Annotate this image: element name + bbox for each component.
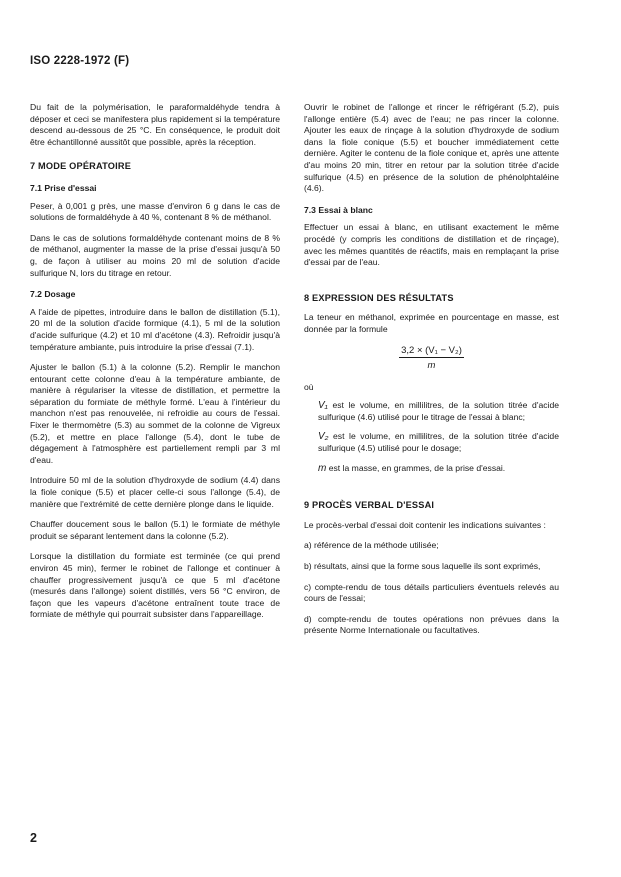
- subsection-7-1-heading: 7.1 Prise d'essai: [30, 182, 97, 193]
- section-9-heading: 9 PROCÈS VERBAL D'ESSAI: [304, 500, 435, 511]
- left-column: [30, 102, 280, 630]
- paragraph-7-2-b: Ajuster le ballon (5.1) à la colonne (5.2). Remplir le manchon entourant cette colonne d'eau à la température ambiante, de manière à régulariser la vitesse de distillation, et permettre la séparation du formiate de méthyle formé. L'eau à l'intérieur du manchon n'est pas renouvelée, ni refroidie au cours de l'essai. Fixer le thermomètre (5.3) au sommet de la colonne de Vigreux (5.2), et mettre en place l'allonge (5.4), dont le tube de dégagement à l'atmosphère est partiellement rempli par 3 ml d'eau.: [30, 362, 280, 465]
- definition-v1: [318, 400, 559, 423]
- section-7-heading: 7 MODE OPÉRATOIRE: [30, 161, 132, 172]
- paragraph-8: La teneur en méthanol, exprimée en pourcentage en masse, est donnée par la formule: [304, 312, 559, 334]
- document-header: ISO 2228-1972 (F): [30, 55, 130, 67]
- list-item-d: d) compte-rendu de toutes opérations non prévues dans la présente Norme Internationale ou facultatives.: [304, 613, 559, 636]
- paragraph-7-1-b: Dans le cas de solutions formaldéhyde contenant moins de 8 % de méthanol, augmenter la masse de la prise d'essai jusqu'à 50 g, de façon à utiliser au moins 20 ml de solution d'acide sulfurique N, lors du titrage en retour.: [30, 232, 280, 278]
- paragraph-7-2-f: Ouvrir le robinet de l'allonge et rincer le réfrigérant (5.2), puis l'allonge entière (5.4) avec de l'eau; ne pas rincer la colonne. Ajouter les eaux de rinçage à la solution d'hydroxyde de sodium dans la fiole conique (5.5) et boucher immédiatement cette dernière. Agiter le contenu de la fiole conique et, après une attente d'au moins 20 min, titrer en retour par la solution titrée d'acide sulfurique (4.5) en présence de la solution de phénolphtaléine (4.6).: [304, 102, 559, 194]
- definition-m-text: est la masse, en grammes, de la prise d'essai.: [328, 462, 506, 473]
- subsection-7-2-heading: 7.2 Dosage: [30, 289, 76, 300]
- paragraph-7-2-c: Introduire 50 ml de la solution d'hydroxyde de sodium (4.4) dans la fiole conique (5.5) et placer celle-ci sous l'allonge (5.4), de manière que l'extrémité de cette dernière plonge dans le liquide.: [30, 475, 280, 509]
- paragraph-7-2-a: A l'aide de pipettes, introduire dans le ballon de distillation (5.1), 20 ml de la solution d'acide formique (4.1), 5 ml de la solution d'acide sulfurique (4.2) et 10 ml d'acétone (4.3). Refroidir jusqu'à température ambiante, puis introduire la prise d'essai (7.1).: [30, 306, 280, 352]
- formula-numerator: 3,2 × (V₁ − V₂): [399, 345, 464, 359]
- definition-v2-text: est le volume, en millilitres, de la solution titrée d'acide sulfurique (4.5) utilisé pour le dosage;: [318, 431, 559, 454]
- definition-v2: [318, 431, 559, 454]
- paragraph-7-1-a: Peser, à 0,001 g près, une masse d'environ 6 g dans le cas de solutions de formaldéhyde à 40 %, contenant 8 % de méthanol.: [30, 200, 280, 223]
- list-item-c: c) compte-rendu de tous détails particuliers éventuels relevés au cours de l'essai;: [304, 581, 559, 604]
- page-number: 2: [30, 831, 37, 845]
- paragraph-7-3: Effectuer un essai à blanc, en utilisant exactement le même procédé (y compris les conditions de distillation et de rinçage), avec les mêmes quantités de réactifs, mais en remplaçant la prise d'essai par de l'eau.: [304, 222, 559, 268]
- intro-paragraph: Du fait de la polymérisation, le paraformaldéhyde tendra à déposer et ceci se manifestera plus rapidement si la température descend au-dessous de 25 °C. En conséquence, le produit doit être échantillonné aussitôt que possible, après la réception.: [30, 102, 280, 147]
- paragraph-7-2-d: Chauffer doucement sous le ballon (5.1) le formiate de méthyle produit se séparant lentement dans la colonne (5.2).: [30, 519, 280, 541]
- definition-v1-text: est le volume, en millilitres, de la solution titrée d'acide sulfurique (4.6) utilisé pour le titrage de l'essai à blanc;: [318, 400, 560, 422]
- symbol-v1: V₁: [318, 400, 328, 412]
- symbol-v2: V₂: [318, 431, 329, 443]
- symbol-m: m: [318, 462, 327, 474]
- section-8-heading: 8 EXPRESSION DES RÉSULTATS: [304, 292, 454, 303]
- paragraph-7-2-e: Lorsque la distillation du formiate est terminée (ce qui prend environ 45 min), fermer le robinet de l'allonge et continuer à chauffer progressivement jusqu'à ce que 5 ml d'acétone (mesurés dans l'allonge) soient distillés, vers 56 °C environ, de façon que les vapeurs d'acétone entraînent toute trace de formiate de méthyle qui pourrait subsister dans l'appareillage.: [30, 551, 280, 620]
- list-item-b: b) résultats, ainsi que la forme sous laquelle ils sont exprimés,: [304, 561, 541, 572]
- list-item-a: a) référence de la méthode utilisée;: [304, 540, 439, 551]
- right-column: [304, 102, 559, 646]
- where-label: où: [304, 381, 314, 392]
- paragraph-9: Le procès-verbal d'essai doit contenir les indications suivantes :: [304, 519, 546, 530]
- definition-m: [318, 463, 559, 475]
- methanol-formula: [304, 345, 559, 372]
- subsection-7-3-heading: 7.3 Essai à blanc: [304, 204, 373, 215]
- formula-denominator: m: [427, 360, 436, 372]
